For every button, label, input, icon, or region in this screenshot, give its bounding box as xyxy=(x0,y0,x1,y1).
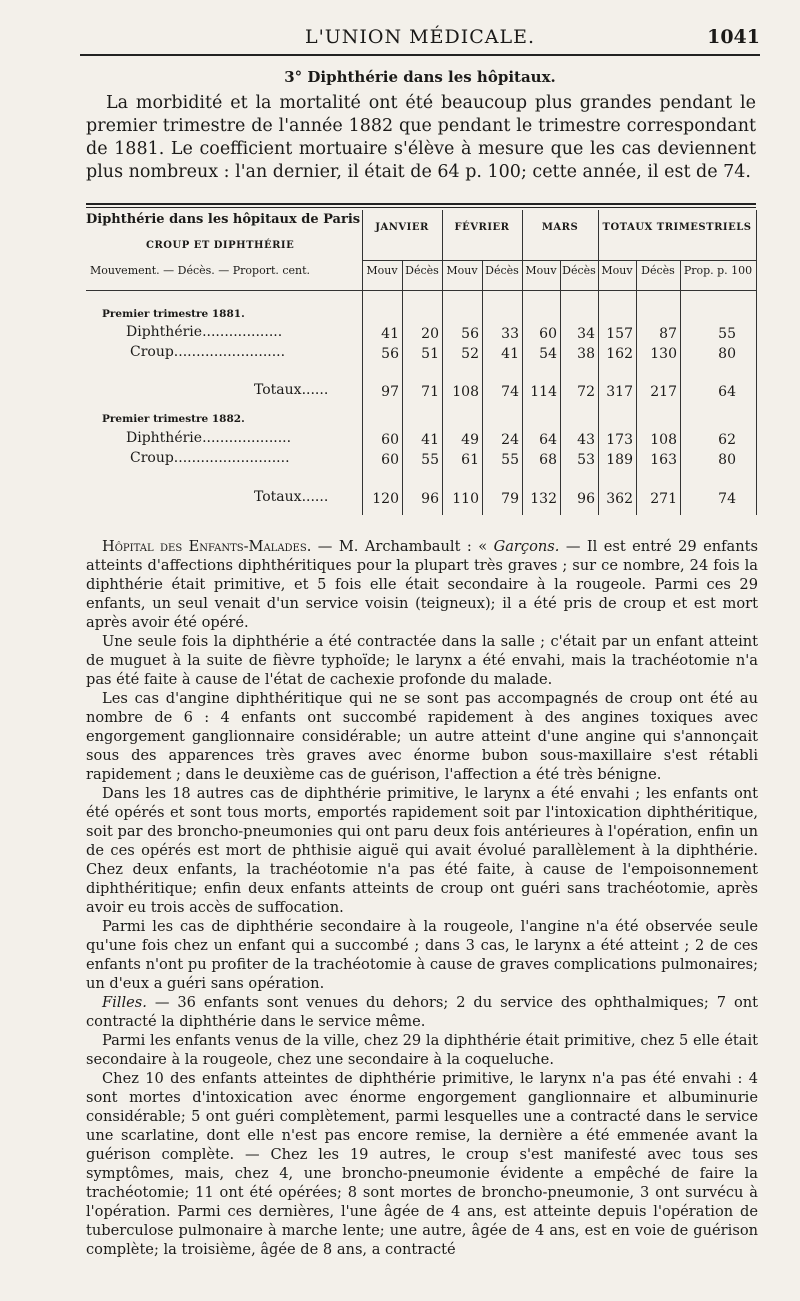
table-cell: 162 xyxy=(606,346,633,362)
paragraph xyxy=(86,537,758,632)
column-group-mars: MARS xyxy=(541,222,579,233)
table-cell: 62 xyxy=(718,432,736,448)
table-cell: 189 xyxy=(606,452,633,468)
table-cell: 60 xyxy=(381,432,399,448)
table-cell: 41 xyxy=(501,346,519,362)
table-divider xyxy=(598,210,599,515)
table-cell: 72 xyxy=(577,384,595,400)
table-cell: 130 xyxy=(650,346,677,362)
table-cell: 132 xyxy=(530,491,557,507)
column-header: Décès xyxy=(485,264,519,277)
table-cell: 271 xyxy=(650,491,677,507)
period-label-1881: Premier trimestre 1881. xyxy=(102,308,245,320)
table-cell: 24 xyxy=(501,432,519,448)
table-cell: 60 xyxy=(539,326,557,342)
table-divider xyxy=(442,210,443,515)
table-cell: 108 xyxy=(452,384,479,400)
table-cell: 74 xyxy=(718,491,736,507)
paragraph-text: — Il est entré 29 enfants atteints d'affections diphthéritiques pour la plupart très graves ; sur ce nombre, 24 fois la diphthérie était primitive, et 5 fois elle était secondaire à la rougeole. Parmi ces 29 enfants, un seul venait d'un service voisin (teigneux); il a été pris de croup et est mort après avoir été opéré. xyxy=(86,538,758,631)
table-cell: 60 xyxy=(381,452,399,468)
paragraph: Chez 10 des enfants atteintes de diphthérie primitive, le larynx n'a pas été envahi : 4 sont mortes d'intoxication avec énorme engorgement ganglionnaire et albuminurie considérable; 5 ont guéri complètement, parmi lesquelles une a contracté dans le service une scarlatine, dont elle n'est pas encore remise, la dernière a été emmenée avant la guérison complète. — Chez les 19 autres, le croup s'est manifesté avec tous ses symptômes, mais, chez 4, une broncho-pneumonie évidente a empêché de faire la trachéotomie; 11 ont été opérées; 8 sont mortes de broncho-pneumonie, 3 ont survécu à l'opération. Parmi ces dernières, l'une âgée de 4 ans, est atteinte depuis l'opération de tuberculose pulmonaire à marche lente; une autre, âgée de 4 ans, est en voie de guérison complète; la troisième, âgée de 8 ans, a contracté xyxy=(86,1070,758,1258)
table-cell: 317 xyxy=(606,384,633,400)
paragraph: Dans les 18 autres cas de diphthérie primitive, le larynx a été envahi ; les enfants ont été opérés et sont tous morts, emportés rapidement soit par l'intoxication diphthéritique, soit par des broncho-pneumonies qui ont paru deux fois antérieures à l'opération, enfin un de ces opérés est mort de phthisie aiguë qui avait évolué parallèlement à la diphthérie. Chez deux enfants, la trachéotomie n'a pas été faite, à cause de l'empoisonnement diphthéritique; enfin deux enfants atteints de croup ont guéri sans trachéotomie, après avoir eu trois accès de suffocation. xyxy=(86,785,758,916)
table-cell: 56 xyxy=(461,326,479,342)
table-cell: 157 xyxy=(606,326,633,342)
table-top-rule-thin xyxy=(86,207,756,208)
table-cell: 173 xyxy=(606,432,633,448)
paragraph xyxy=(86,993,758,1031)
table-cell: 61 xyxy=(461,452,479,468)
table-cell: 79 xyxy=(501,491,519,507)
section-heading: 3° Diphthérie dans les hôpitaux. xyxy=(284,68,556,86)
column-header: Mouv xyxy=(446,264,478,277)
row-label: Totaux...... xyxy=(254,489,329,505)
table-cell: 52 xyxy=(461,346,479,362)
table-header-rule xyxy=(86,290,756,291)
column-header: Décès xyxy=(405,264,439,277)
column-header: Mouv xyxy=(366,264,398,277)
table-cell: 74 xyxy=(501,384,519,400)
paragraph: Une seule fois la diphthérie a été contractée dans la salle ; c'était par un enfant atteint de muguet à la suite de fièvre typhoïde; le larynx a été envahi, mais la trachéotomie n'a pas été faite à cause de l'état de cachexie profonde du malade. xyxy=(86,633,758,688)
table-cell: 55 xyxy=(718,326,736,342)
table-group-rule xyxy=(362,260,756,261)
intro-paragraph: La morbidité et la mortalité ont été beaucoup plus grandes pendant le premier trimestre de l'année 1882 que pendant le trimestre correspondant de 1881. Le coefficient mortuaire s'élève à mesure que les cas deviennent plus nombreux : l'an dernier, il était de 64 p. 100; cette année, il est de 74. xyxy=(86,93,756,182)
institution-name: Hôpital des Enfants-Malades. xyxy=(102,538,312,555)
row-label: Diphthérie.................. xyxy=(126,324,283,340)
table-cell: 114 xyxy=(530,384,557,400)
page-header xyxy=(80,20,760,56)
author-name: — M. Archambault : « xyxy=(311,538,494,555)
table-cell: 120 xyxy=(372,491,399,507)
table-subdivider xyxy=(680,260,681,515)
subsection-label: Garçons. xyxy=(493,538,560,555)
table-top-rule xyxy=(86,203,756,205)
table-cell: 96 xyxy=(577,491,595,507)
table-cell: 20 xyxy=(421,326,439,342)
column-header: Prop. p. 100 xyxy=(683,264,753,277)
table-cell: 34 xyxy=(577,326,595,342)
column-header: Décès xyxy=(562,264,596,277)
column-header: Décès xyxy=(641,264,675,277)
table-divider xyxy=(362,210,363,515)
running-title: L'UNION MÉDICALE. xyxy=(304,26,536,48)
table-cell: 80 xyxy=(718,452,736,468)
table-cell: 68 xyxy=(539,452,557,468)
table-cell: 217 xyxy=(650,384,677,400)
paragraph-text: — 36 enfants sont venues du dehors; 2 du service des ophthalmiques; 7 ont contracté la diphthérie dans le service même. xyxy=(86,994,758,1030)
table-cell: 96 xyxy=(421,491,439,507)
table-subtitle: CROUP ET DIPHTHÉRIE xyxy=(146,240,295,251)
row-label: Totaux...... xyxy=(254,382,329,398)
table-cell: 56 xyxy=(381,346,399,362)
table-stub-columns: Mouvement. — Décès. — Proport. cent. xyxy=(90,264,311,277)
row-label: Croup......................... xyxy=(130,344,286,360)
table-cell: 54 xyxy=(539,346,557,362)
table-cell: 33 xyxy=(501,326,519,342)
table-cell: 97 xyxy=(381,384,399,400)
table-divider xyxy=(756,210,757,515)
paragraph: Les cas d'angine diphthéritique qui ne se sont pas accompagnés de croup ont été au nombre de 6 : 4 enfants ont succombé rapidement à des angines toxiques avec engorgement ganglionnaire considérable; un autre atteint d'une angine qui s'annonçait sous des apparences très graves avec énorme bubon sous-maxillaire s'est rétabli rapidement ; dans le deuxième cas de guérison, l'affection a été très bénigne. xyxy=(86,690,758,783)
table-cell: 64 xyxy=(718,384,736,400)
table-cell: 80 xyxy=(718,346,736,362)
table-cell: 53 xyxy=(577,452,595,468)
subsection-label: Filles. xyxy=(102,994,147,1011)
table-cell: 49 xyxy=(461,432,479,448)
row-label: Croup.......................... xyxy=(130,450,290,466)
table-cell: 38 xyxy=(577,346,595,362)
page-number: 1041 xyxy=(707,26,760,48)
table-cell: 87 xyxy=(659,326,677,342)
article-body xyxy=(86,537,758,1259)
column-header: Mouv xyxy=(525,264,557,277)
table-cell: 64 xyxy=(539,432,557,448)
table-cell: 55 xyxy=(421,452,439,468)
row-label: Diphthérie.................... xyxy=(126,430,292,446)
column-header: Mouv xyxy=(601,264,633,277)
column-group-janvier: JANVIER xyxy=(375,222,429,233)
column-group-fevrier: FÉVRIER xyxy=(454,222,510,233)
column-group-totaux: TOTAUX TRIMESTRIELS xyxy=(602,222,752,233)
table-divider xyxy=(522,210,523,515)
table-cell: 71 xyxy=(421,384,439,400)
table-cell: 110 xyxy=(452,491,479,507)
table-cell: 51 xyxy=(421,346,439,362)
table-cell: 41 xyxy=(381,326,399,342)
paragraph: Parmi les enfants venus de la ville, chez 29 la diphthérie était primitive, chez 5 elle était secondaire à la rougeole, chez une secondaire à la coqueluche. xyxy=(86,1032,758,1068)
table-cell: 43 xyxy=(577,432,595,448)
table-cell: 163 xyxy=(650,452,677,468)
table-cell: 362 xyxy=(606,491,633,507)
table-cell: 41 xyxy=(421,432,439,448)
paragraph: Parmi les cas de diphthérie secondaire à la rougeole, l'angine n'a été observée seule qu'une fois chez un enfant qui a succombé ; dans 3 cas, le larynx a été atteint ; 2 de ces enfants n'ont pu profiter de la trachéotomie à cause de graves complications pulmonaires; un d'eux a guéri sans opération. xyxy=(86,918,758,992)
statistics-table xyxy=(86,210,756,515)
period-label-1882: Premier trimestre 1882. xyxy=(102,413,245,425)
table-cell: 55 xyxy=(501,452,519,468)
table-title: Diphthérie dans les hôpitaux de Paris xyxy=(86,212,361,227)
table-cell: 108 xyxy=(650,432,677,448)
